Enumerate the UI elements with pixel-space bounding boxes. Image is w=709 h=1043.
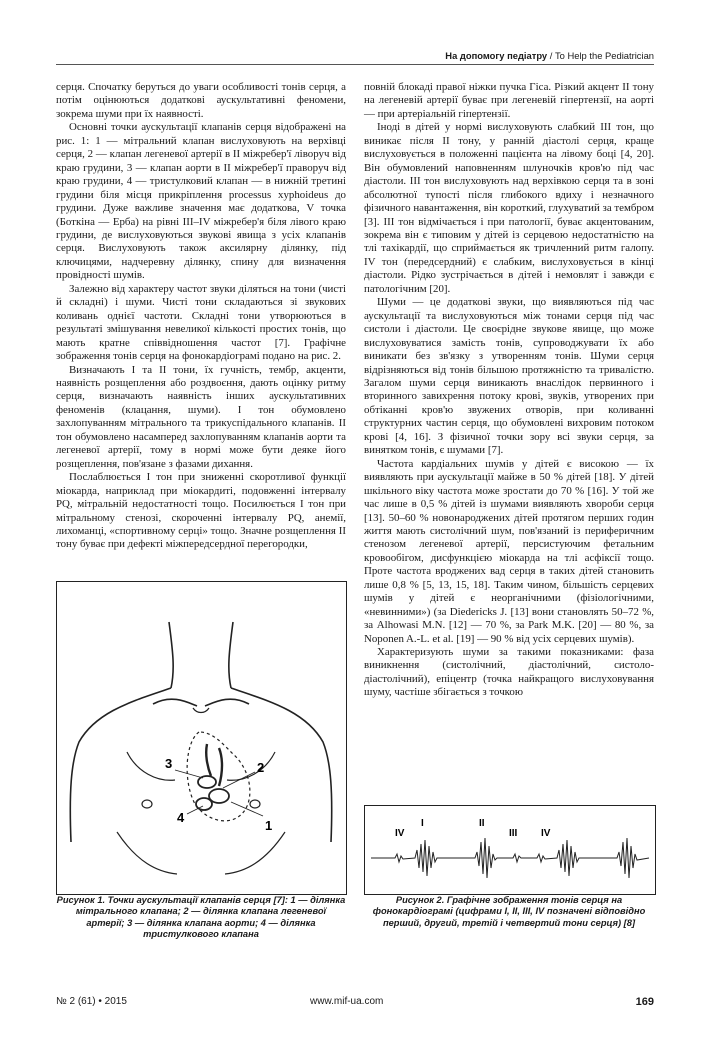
label-point-3: 3 [165, 756, 173, 771]
label-tone-3: III [509, 828, 518, 839]
label-point-2: 2 [257, 760, 265, 775]
paragraph: Залежно від характеру частот звуки діляться на тони (чисті й складні) і шуми. Чисті тони складаються зі звукових коливань однієї частоти. Складні тони утворюються в результаті змішування невеликої кількості простих тонів, що мають кратне співвідношення частот [7]. Графічне зображення тонів серця на фонокардіограмі подано на рис. 2. [56, 282, 346, 363]
footer-website[interactable]: www.mif-ua.com [310, 996, 384, 1007]
page-number: 169 [635, 996, 654, 1008]
figure-1-caption: Рисунок 1. Точки аускультації клапанів серця [7]: 1 — ділянка мітрального клапана; 2 — ділянка клапана легеневої артерії; 3 — ділянка клапана аорти; 4 — ділянка тристулкового клапана [56, 895, 346, 940]
header-section-uk: На допомогу педіатру [445, 50, 548, 61]
paragraph: Послаблюється І тон при зниженні скоротливої функції міокарда, наприклад при міокардиті, подовженні інтервалу PQ, мітральній недостатності тощо. Посилюється І тон при мітральному стенозі, скороченні інтервалу PQ, анемії, лихоманці, «спортивному серці» тощо. Значне розщеплення ІІ тону буває при дефекті міжпередсердної перегородки, [56, 471, 346, 551]
label-tone-2: II [479, 818, 485, 829]
paragraph: повній блокаді правої ніжки пучка Гіса. Різкий акцент ІІ тону на легеневій артерії буває при легеневій гіпертензії, на аорті — при артеріальній гіпертензії. [364, 81, 654, 120]
phonocardiogram-trace [365, 806, 655, 894]
figure-2-caption: Рисунок 2. Графічне зображення тонів серця на фонокардіограмі (цифрами I, II, III, IV позначені відповідно перший, другий, третій і четвертий тони серця) [8] [372, 895, 646, 928]
header-section-en: To Help the Pediatrician [554, 50, 654, 61]
label-tone-4b: IV [541, 828, 551, 839]
paragraph: Основні точки аускультації клапанів серця відображені на рис. 1: 1 — мітральний клапан вислуховують на верхівці серця, 2 — клапан легеневої артерії в ІІ міжребер'ї ліворуч від краю грудини, 3 — клапан аорти в ІІ міжребер'ї праворуч від краю грудини, 4 — тристулковий клапан — в нижній третині грудини біля місця прикріплення processus xyphoideus до грудини. Дуже важливе значення має додаткова, V точка (Боткіна — Ерба) на рівні ІІІ–IV міжребер'я біля лівого краю грудини, де вислуховуються звукові явища з усіх клапанів серця. Вислуховують також аксилярну ділянку, під ключицями, надчеревну ділянку, спину для визначення провідності шумів. [56, 121, 346, 282]
paragraph: Визначають І та ІІ тони, їх гучність, тембр, акценти, наявність розщеплення або роздвоєння, дають оцінку ритму серця, визначають наявність інших аускультативних феноменів (клацання, шуми). І тон обумовлено захлопуванням мітрального та трикуспідального клапанів. ІІ тон обумовлено насамперед захлопуванням клапанів аорти та легеневої артерії, тому в нормі може бути деяке його розщеплення, пов'язане з фазами дихання. [56, 363, 346, 470]
right-column [364, 81, 654, 700]
label-point-4: 4 [177, 810, 185, 825]
footer-issue: № 2 (61) • 2015 [56, 996, 127, 1007]
label-tone-4: IV [395, 828, 405, 839]
chest-illustration [57, 582, 346, 894]
paragraph: Шуми — це додаткові звуки, що виявляються під час аускультації та вислуховуються між тонами серця під час систоли і діастоли. Це своєрідне звукове явище, що може вислуховуватися замість тонів, супроводжувати їх або виникати без зв'язку з утворенням тонів. Шуми серця відрізняються від тонів більшою протяжністю та тривалістю. Загалом шуми серця виникають внаслідок первинного і вторинного завихрення потоку крові, звуків, утворених при обтіканні кров'ю звужених отворів, при коливанні структурних частин серця, що обумовлені вихровим потоком крові [4, 16]. З фізичної точки зору всі звуки серця, за винятком тонів, є шумами [7]. [364, 296, 654, 457]
label-point-1: 1 [265, 818, 273, 833]
paragraph: Характеризують шуми за такими показниками: фаза виникнення (систолічний, діастолічний, систоло-діастолічний), епіцентр (точка найкращого вислуховування шуму, частіше збігається з точкою [364, 646, 654, 699]
paragraph: Частота кардіальних шумів у дітей є високою — їх виявляють при аускультації майже в 50 % дітей [18]. У дітей шкільного віку частота може зростати до 70 % [16]. У той же час лише в 0,5 % дітей із шумами виявляють хвороби серця [13]. 50–60 % новонароджених дітей протягом перших годин життя мають систолічний шум, пов'язаний із периферичним стенозом легеневої артерії, персистуючим фетальним кровообігом, дисфункцією міокарда на тлі асфіксії тощо. Проте частота вроджених вад серця в таких дітей становить лише 0,8 % [5, 13, 15, 18]. Таким чином, більшість серцевих шумів у дітей є неорганічними (фізіологічними, «невинними») (за Diedericks J. [13] вони становлять 50–72 %, за Alhowasi M.N. [12] — 70 %, за Park M.K. [20] — 80 %, за Noponen A.-L. et al. [19] — 90 % від усіх серцевих шумів). [364, 457, 654, 645]
running-header [56, 50, 654, 70]
header-rule [56, 64, 654, 65]
label-tone-1: I [421, 818, 424, 829]
paragraph: Іноді в дітей у нормі вислуховують слабкий ІІІ тон, що виникає після ІІ тону, у ранній діастолі серця, краще вислуховується в положенні пацієнта на лівому боці [4, 20]. Він обумовлений наповненням шлуночків кров'ю під час діастоли. ІІІ тон вислуховують над верхівкою серця та в зоні абсолютної тупості після глибокого вдиху і незначного фізичного навантаження, він короткий, глухуватий за тембром [3]. ІІІ тон відмічається і при патології, буває акцентованим, зокрема він є типовим у дітей із серцевою недостатністю на тлі тахікардії, що сприймається як тричленний ритм галопу. IV тон (передсердний) є слабким, вислуховується в кінці діастоли. Рідко зустрічається в дітей і немовлят і завжди є патологічним [20]. [364, 121, 654, 295]
figure-2-phonocardiogram [364, 805, 656, 895]
left-column [56, 81, 346, 552]
figure-1-chest-diagram [56, 581, 347, 895]
paragraph: серця. Спочатку беруться до уваги особливості тонів серця, а потім оцінюються додаткові аускультативні феномени, зокрема шуми при їх наявності. [56, 81, 346, 120]
header-separator: / [547, 50, 555, 61]
